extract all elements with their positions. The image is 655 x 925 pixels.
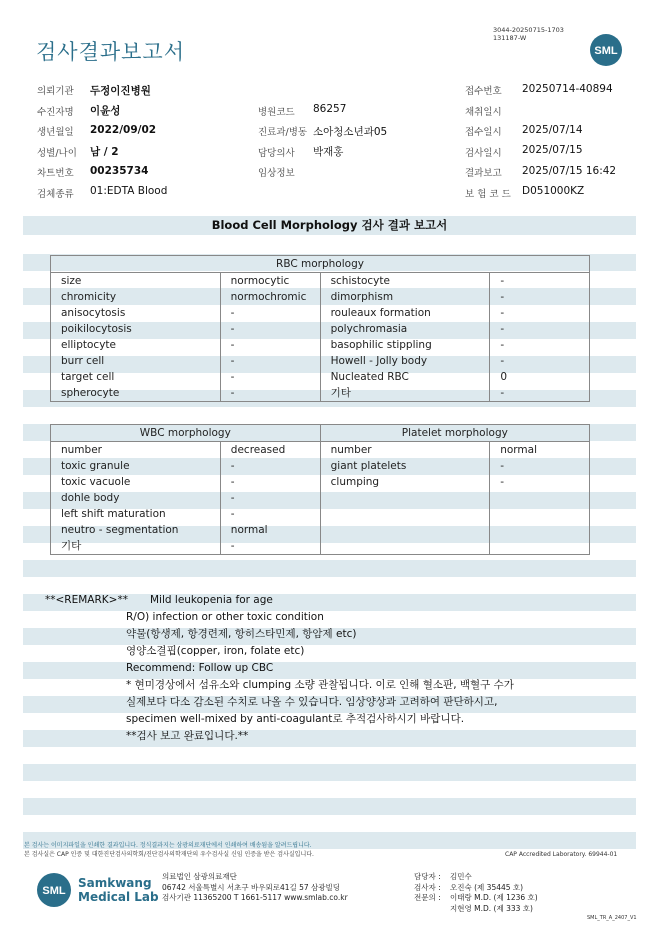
- document-id: 3044-20250715-1703 131187-W: [493, 26, 564, 42]
- remark-line: Recommend: Follow up CBC: [126, 662, 274, 674]
- signer-row: [414, 893, 538, 904]
- table-cell: toxic vacuole: [51, 474, 221, 490]
- table-cell: -: [490, 337, 590, 353]
- table-row: [51, 458, 590, 474]
- remark-first-line: Mild leukopenia for age: [150, 594, 273, 606]
- table-row: [51, 442, 590, 459]
- signer-name: 오진숙 (제 35445 호): [450, 882, 524, 892]
- table-cell: poikilocytosis: [51, 321, 221, 337]
- table-cell: normochromic: [220, 289, 320, 305]
- header-label: 담당의사: [258, 147, 295, 159]
- table-row: [51, 337, 590, 353]
- table-cell: [490, 490, 590, 506]
- svg-text:SML: SML: [594, 45, 618, 57]
- table-cell: [320, 538, 490, 555]
- lab-address: [162, 872, 348, 904]
- table-cell: target cell: [51, 369, 221, 385]
- header-value: 01:EDTA Blood: [90, 185, 168, 197]
- table-row: [51, 385, 590, 402]
- table-cell: neutro - segmentation: [51, 522, 221, 538]
- table-cell: [490, 522, 590, 538]
- table-row: [51, 305, 590, 321]
- header-value: 소아청소년과05: [313, 125, 388, 138]
- table-cell: -: [220, 353, 320, 369]
- table-row: [51, 522, 590, 538]
- table-cell: left shift maturation: [51, 506, 221, 522]
- signer-role: 담당자 :: [414, 872, 441, 881]
- table-cell: -: [490, 273, 590, 290]
- table-cell: Howell - Jolly body: [320, 353, 490, 369]
- header-value: 2025/07/15: [522, 144, 583, 156]
- table-cell: -: [490, 458, 590, 474]
- table-cell: -: [490, 289, 590, 305]
- table-cell: giant platelets: [320, 458, 490, 474]
- header-label: 결과보고: [465, 168, 502, 179]
- table-cell: -: [490, 353, 590, 369]
- table-cell: decreased: [220, 442, 320, 459]
- table-cell: normocytic: [220, 273, 320, 290]
- remark-lines: [126, 609, 514, 745]
- header-value: 20250714-40894: [522, 82, 613, 95]
- table-cell: elliptocyte: [51, 337, 221, 353]
- header-label: 보 험 코 드: [465, 188, 511, 200]
- rbc-morphology-table: [50, 255, 590, 402]
- band: [23, 798, 636, 815]
- header-value: 남 / 2: [90, 146, 119, 158]
- form-code: SML_TR_A_2407_V1: [587, 915, 637, 921]
- table-row: [51, 369, 590, 385]
- header-value: 이윤성: [90, 105, 121, 117]
- table-cell: -: [220, 385, 320, 402]
- signer-name: 김민수: [450, 872, 472, 881]
- table-cell: -: [220, 538, 320, 555]
- remark-line: * 현미경상에서 섬유소와 clumping 소량 관찰됩니다. 이로 인해 혈소판, 백혈구 수가: [126, 679, 514, 691]
- remark-label: **<REMARK>**: [45, 594, 128, 606]
- header-label: 접수일시: [465, 127, 502, 138]
- table-cell: 기타: [320, 385, 490, 402]
- header-label: 검사일시: [465, 147, 502, 159]
- table-row: [51, 538, 590, 555]
- remark-line: R/O) infection or other toxic condition: [126, 611, 324, 623]
- header-label: 접수번호: [465, 86, 502, 97]
- address-line: 의료법인 삼광의료재단: [162, 872, 237, 881]
- table-cell: -: [220, 490, 320, 506]
- table-cell: Nucleated RBC: [320, 369, 490, 385]
- table-cell: basophilic stippling: [320, 337, 490, 353]
- header-value: D051000KZ: [522, 185, 585, 197]
- cap-accreditation: CAP Accredited Laboratory. 69944-01: [505, 851, 618, 858]
- band: [23, 560, 636, 577]
- header-label: 차트번호: [37, 168, 74, 179]
- table-cell: -: [220, 506, 320, 522]
- header-label: 의뢰기관: [37, 86, 74, 97]
- table-cell: [490, 506, 590, 522]
- header-value: 박재홍: [313, 146, 344, 158]
- table-row: [51, 273, 590, 290]
- table-cell: number: [51, 442, 221, 459]
- table-row: [51, 506, 590, 522]
- remark-line: 영양소결핍(copper, iron, folate etc): [126, 645, 305, 657]
- table-cell: [320, 506, 490, 522]
- header-value: 86257: [313, 103, 347, 115]
- table-cell: clumping: [320, 474, 490, 490]
- table-cell: -: [220, 458, 320, 474]
- footer-note-print: 본 검사는 이미지파일을 인쇄한 결과입니다. 정식결과지는 삼광의료재단에서 인쇄하여 배송됨을 알려드립니다.: [24, 842, 312, 849]
- wbc-table-header: WBC morphology: [51, 425, 321, 442]
- header-label: 생년월일: [37, 127, 74, 138]
- platelet-table-header: Platelet morphology: [320, 425, 589, 442]
- header-value: 00235734: [90, 164, 149, 177]
- table-cell: spherocyte: [51, 385, 221, 402]
- header-value: 2022/09/02: [90, 123, 157, 136]
- table-cell: normal: [220, 522, 320, 538]
- header-label: 진료과/병동: [258, 127, 308, 138]
- table-cell: -: [220, 474, 320, 490]
- brand-name: Samkwang Medical Lab: [78, 876, 159, 904]
- header-label: 채취일시: [465, 106, 502, 118]
- header-value: 2025/07/15 16:42: [522, 164, 617, 177]
- table-row: [51, 353, 590, 369]
- signer-name: 지현영 M.D. (제 333 호): [450, 903, 533, 913]
- report-title: Blood Cell Morphology 검사 결과 보고서: [23, 216, 636, 235]
- header-label: 수진자명: [37, 106, 74, 118]
- address-line: 검사기관 11365200 T 1661-5117 www.smlab.co.kr: [162, 893, 348, 902]
- sml-logo-icon: [589, 33, 623, 67]
- table-row: [51, 490, 590, 506]
- signer-role: 검사자 :: [414, 882, 441, 892]
- svg-text:SML: SML: [42, 885, 66, 897]
- band: [23, 764, 636, 781]
- signer-row: [414, 872, 538, 883]
- signer-name: 이태랑 M.D. (제 1236 호): [450, 893, 538, 902]
- table-cell: 0: [490, 369, 590, 385]
- sml-footer-logo-icon: [36, 872, 72, 908]
- table-cell: burr cell: [51, 353, 221, 369]
- table-cell: -: [220, 305, 320, 321]
- table-cell: -: [220, 321, 320, 337]
- header-label: 검체종류: [37, 188, 74, 200]
- wbc-platelet-morphology-table: [50, 424, 590, 555]
- header-value: 2025/07/14: [522, 123, 583, 136]
- header-label: 성별/나이: [37, 147, 77, 159]
- table-cell: normal: [490, 442, 590, 459]
- rbc-table-header: RBC morphology: [51, 256, 590, 273]
- table-cell: [320, 490, 490, 506]
- table-cell: chromicity: [51, 289, 221, 305]
- table-cell: -: [490, 305, 590, 321]
- remark-line: 약물(항생제, 항경련제, 항히스타민제, 항암제 etc): [126, 628, 357, 640]
- table-cell: -: [490, 474, 590, 490]
- table-cell: [320, 522, 490, 538]
- table-cell: polychromasia: [320, 321, 490, 337]
- remark-line: **검사 보고 완료입니다.**: [126, 730, 249, 742]
- table-cell: dohle body: [51, 490, 221, 506]
- table-cell: rouleaux formation: [320, 305, 490, 321]
- header-label: 병원코드: [258, 106, 295, 118]
- page-title: 검사결과보고서: [36, 40, 186, 64]
- signers: [414, 872, 538, 914]
- header-value: 두정이진병원: [90, 84, 151, 97]
- signer-row: [414, 904, 538, 915]
- remark-line: 실제보다 다소 감소된 수치로 나올 수 있습니다. 임상양상과 고려하여 판단하시고,: [126, 696, 498, 708]
- table-cell: toxic granule: [51, 458, 221, 474]
- table-cell: dimorphism: [320, 289, 490, 305]
- table-cell: schistocyte: [320, 273, 490, 290]
- table-cell: number: [320, 442, 490, 459]
- address-line: 06742 서울특별시 서초구 바우뫼로41길 57 삼광빌딩: [162, 882, 341, 892]
- table-cell: -: [220, 369, 320, 385]
- table-row: [51, 321, 590, 337]
- footer-note-cap: 본 검사실은 CAP 인증 및 대한진단검사의학회/진단검사의학재단의 우수검사실 신임 인증을 받은 검사실입니다.: [24, 851, 314, 858]
- table-cell: -: [490, 385, 590, 402]
- table-row: [51, 289, 590, 305]
- table-row: [51, 474, 590, 490]
- table-cell: -: [490, 321, 590, 337]
- table-cell: anisocytosis: [51, 305, 221, 321]
- signer-row: [414, 883, 538, 894]
- table-cell: [490, 538, 590, 555]
- header-label: 임상정보: [258, 168, 295, 179]
- table-cell: 기타: [51, 538, 221, 555]
- table-cell: size: [51, 273, 221, 290]
- signer-role: 전문의 :: [414, 893, 441, 902]
- remark-line: specimen well-mixed by anti-coagulant로 추적검사하시기 바랍니다.: [126, 713, 465, 725]
- table-cell: -: [220, 337, 320, 353]
